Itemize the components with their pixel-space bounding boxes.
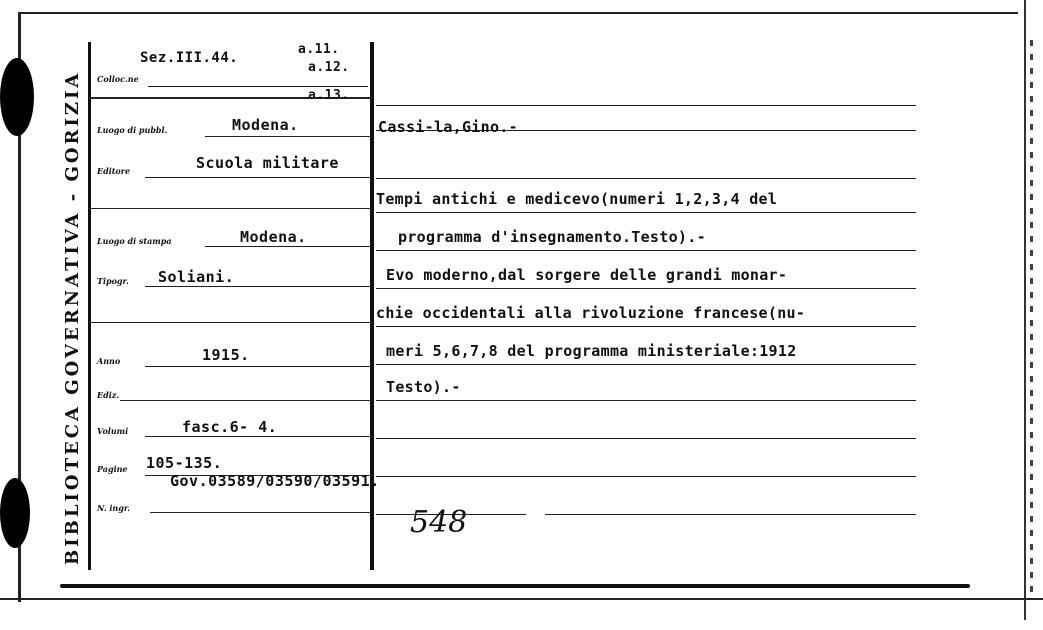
- rule-n-ingr: [150, 512, 370, 513]
- value-luogo-stampa: Modena.: [240, 228, 307, 246]
- card-top-border: [18, 12, 1018, 14]
- rule-right-8: [376, 364, 916, 365]
- label-tipogr: Tipogr.: [97, 276, 129, 286]
- label-n-ingr: N. ingr.: [97, 503, 131, 513]
- card-right-edge-marks: [1030, 40, 1033, 600]
- card-right-border: [1024, 0, 1026, 620]
- rule-right-7: [376, 326, 916, 327]
- entry-title-line-2: programma d'insegnamento.Testo).-: [398, 228, 706, 246]
- label-luogo-pubbl: Luogo di pubbl.: [97, 125, 168, 135]
- value-collocaz-a13: a.13.: [308, 88, 350, 103]
- value-collocaz-a12: a.12.: [308, 60, 350, 75]
- value-pagine-extra: Gov.03589/03590/03591.: [170, 472, 380, 490]
- rule-ediz: [120, 400, 370, 401]
- rule-right-12b: [545, 514, 916, 515]
- label-anno: Anno: [97, 356, 121, 366]
- handwritten-inventory-number: 548: [410, 505, 468, 540]
- value-collocaz: Sez.III.44.: [140, 50, 239, 66]
- label-pagine: Pagine: [97, 464, 128, 474]
- card-bottom-border: [60, 584, 970, 588]
- rule-right-10: [376, 438, 916, 439]
- rule-volumi: [145, 436, 370, 437]
- entry-author: Cassi-la,Gino.-: [378, 118, 518, 136]
- rule-luogo-pubbl: [205, 136, 370, 137]
- rule-right-9: [376, 400, 916, 401]
- value-volumi: fasc.6- 4.: [182, 418, 278, 436]
- rule-collocaz: [148, 86, 368, 87]
- rule-anno: [145, 366, 370, 367]
- entry-title-line-6: Testo).-: [386, 378, 461, 396]
- entry-title-line-3: Evo moderno,dal sorgere delle grandi monar-: [386, 266, 788, 284]
- rule-luogo-stampa: [205, 246, 370, 247]
- label-editore: Editore: [97, 166, 131, 176]
- rule-editore: [145, 177, 370, 178]
- middle-column-divider: [370, 42, 374, 570]
- rule-right-4: [376, 212, 916, 213]
- rule-right-5: [376, 250, 916, 251]
- label-collocaz: Colloc.ne: [97, 74, 139, 84]
- rule-tipogr-2: [90, 322, 372, 323]
- label-ediz: Ediz.: [97, 390, 120, 400]
- rule-right-11: [376, 476, 916, 477]
- rule-right-3: [376, 178, 916, 179]
- punch-hole-bottom: [0, 478, 30, 548]
- value-luogo-pubbl: Modena.: [232, 116, 299, 134]
- punch-hole-top: [0, 58, 34, 136]
- left-column-divider: [88, 42, 91, 570]
- rule-tipogr: [145, 286, 370, 287]
- entry-title-line-4: chie occidentali alla rivoluzione francese(nu-: [376, 304, 806, 322]
- value-anno: 1915.: [202, 346, 250, 364]
- value-collocaz-a11: a.11.: [298, 42, 340, 57]
- rule-editore-2: [90, 208, 372, 209]
- library-stamp: BIBLIOTECA GOVERNATIVA - GORIZIA: [62, 70, 83, 565]
- rule-right-1: [376, 105, 916, 106]
- value-tipogr: Soliani.: [158, 268, 235, 286]
- rule-right-6: [376, 288, 916, 289]
- entry-title-line-1: Tempi antichi e medicevo(numeri 1,2,3,4 del: [376, 190, 778, 208]
- label-volumi: Volumi: [97, 426, 129, 436]
- value-pagine: 105-135.: [146, 454, 223, 472]
- entry-title-line-5: meri 5,6,7,8 del programma ministeriale:1912: [386, 342, 797, 360]
- label-luogo-stampa: Luogo di stampa: [97, 236, 172, 246]
- card-bottom-edge: [0, 598, 1043, 600]
- value-editore: Scuola militare: [196, 154, 339, 172]
